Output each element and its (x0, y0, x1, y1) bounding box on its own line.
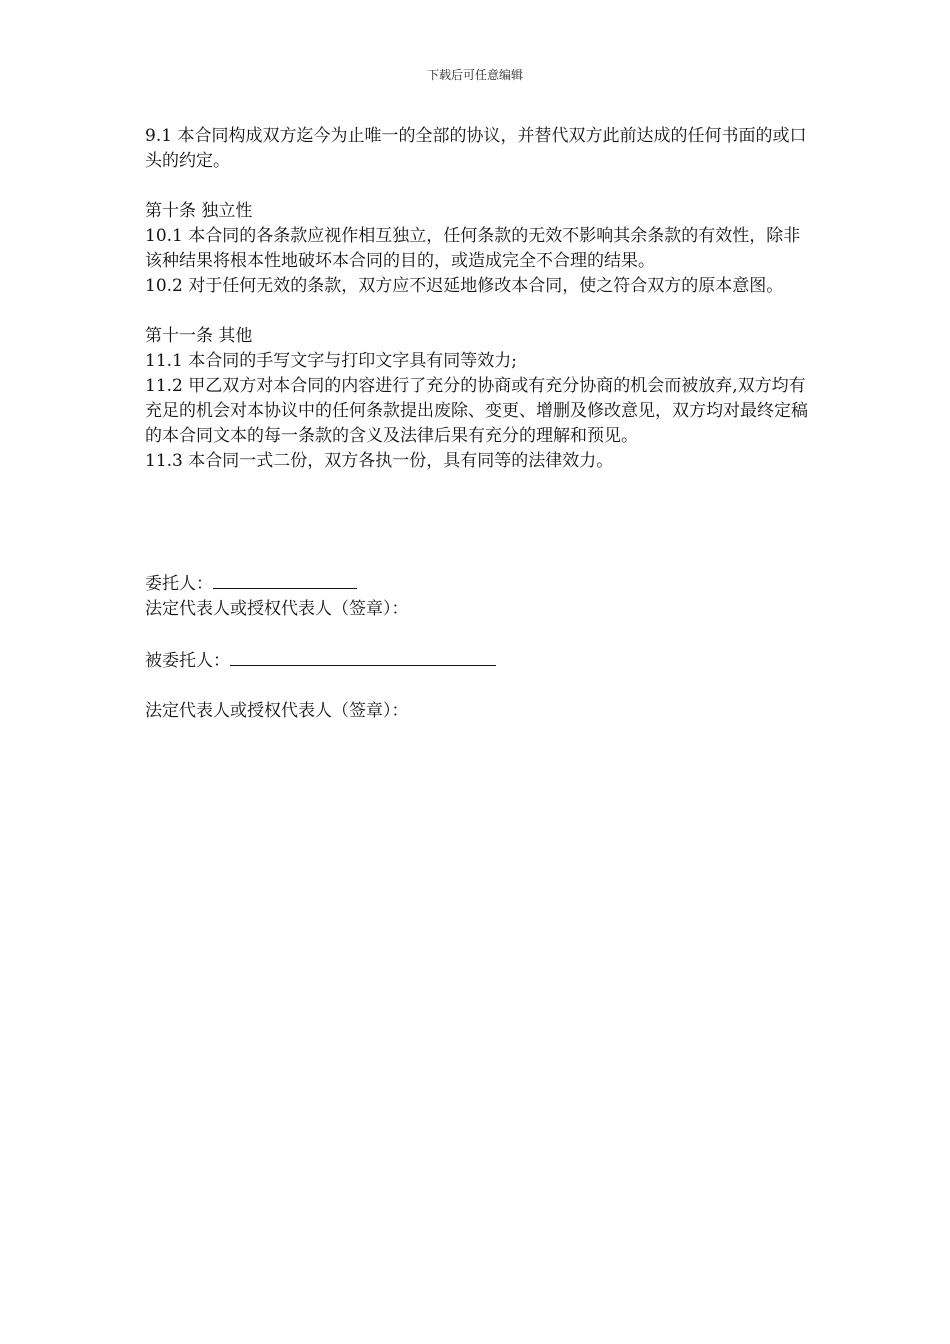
spacer (145, 174, 817, 199)
agent-signature-blank[interactable] (230, 647, 496, 666)
page-header: 下载后可任意编辑 (426, 68, 523, 82)
principal-line (145, 570, 817, 597)
spacer (145, 474, 817, 570)
agent-representative: 法定代表人或授权代表人（签章）： (145, 701, 409, 721)
principal-signature-blank[interactable] (213, 570, 357, 589)
clause-11-2: 11.2 甲乙双方对本合同的内容进行了充分的协商或有充分协商的机会而被放弃,双方均有充足的机会对本协议中的任何条款提出废除、变更、增删及修改意见，双方均对最终定稿的本合同文本的每一条款的含义及法律后果有充分的理解和预见。 (145, 376, 808, 446)
document-body (145, 124, 817, 724)
principal-label: 委托人： (145, 574, 213, 594)
clause-10-2: 10.2 对于任何无效的条款，双方应不迟延地修改本合同，使之符合双方的原本意图。 (145, 276, 784, 296)
spacer (145, 622, 817, 647)
clause-11-3: 11.3 本合同一式二份，双方各执一份，具有同等的法律效力。 (145, 451, 614, 471)
article-11-title: 第十一条 其他 (145, 326, 253, 346)
clause-11-1: 11.1 本合同的手写文字与打印文字具有同等效力; (145, 351, 517, 371)
agent-label: 被委托人： (145, 651, 230, 671)
spacer (145, 674, 817, 699)
clause-10-1: 10.1 本合同的各条款应视作相互独立，任何条款的无效不影响其余条款的有效性，除非该种结果将根本性地破坏本合同的目的，或造成完全不合理的结果。 (145, 226, 801, 271)
article-10-title: 第十条 独立性 (145, 201, 253, 221)
spacer (145, 299, 817, 324)
clause-9-1: 9.1 本合同构成双方迄今为止唯一的全部的协议，并替代双方此前达成的任何书面的或口头的约定。 (145, 126, 807, 171)
principal-representative: 法定代表人或授权代表人（签章）： (145, 599, 409, 619)
agent-line (145, 647, 817, 674)
